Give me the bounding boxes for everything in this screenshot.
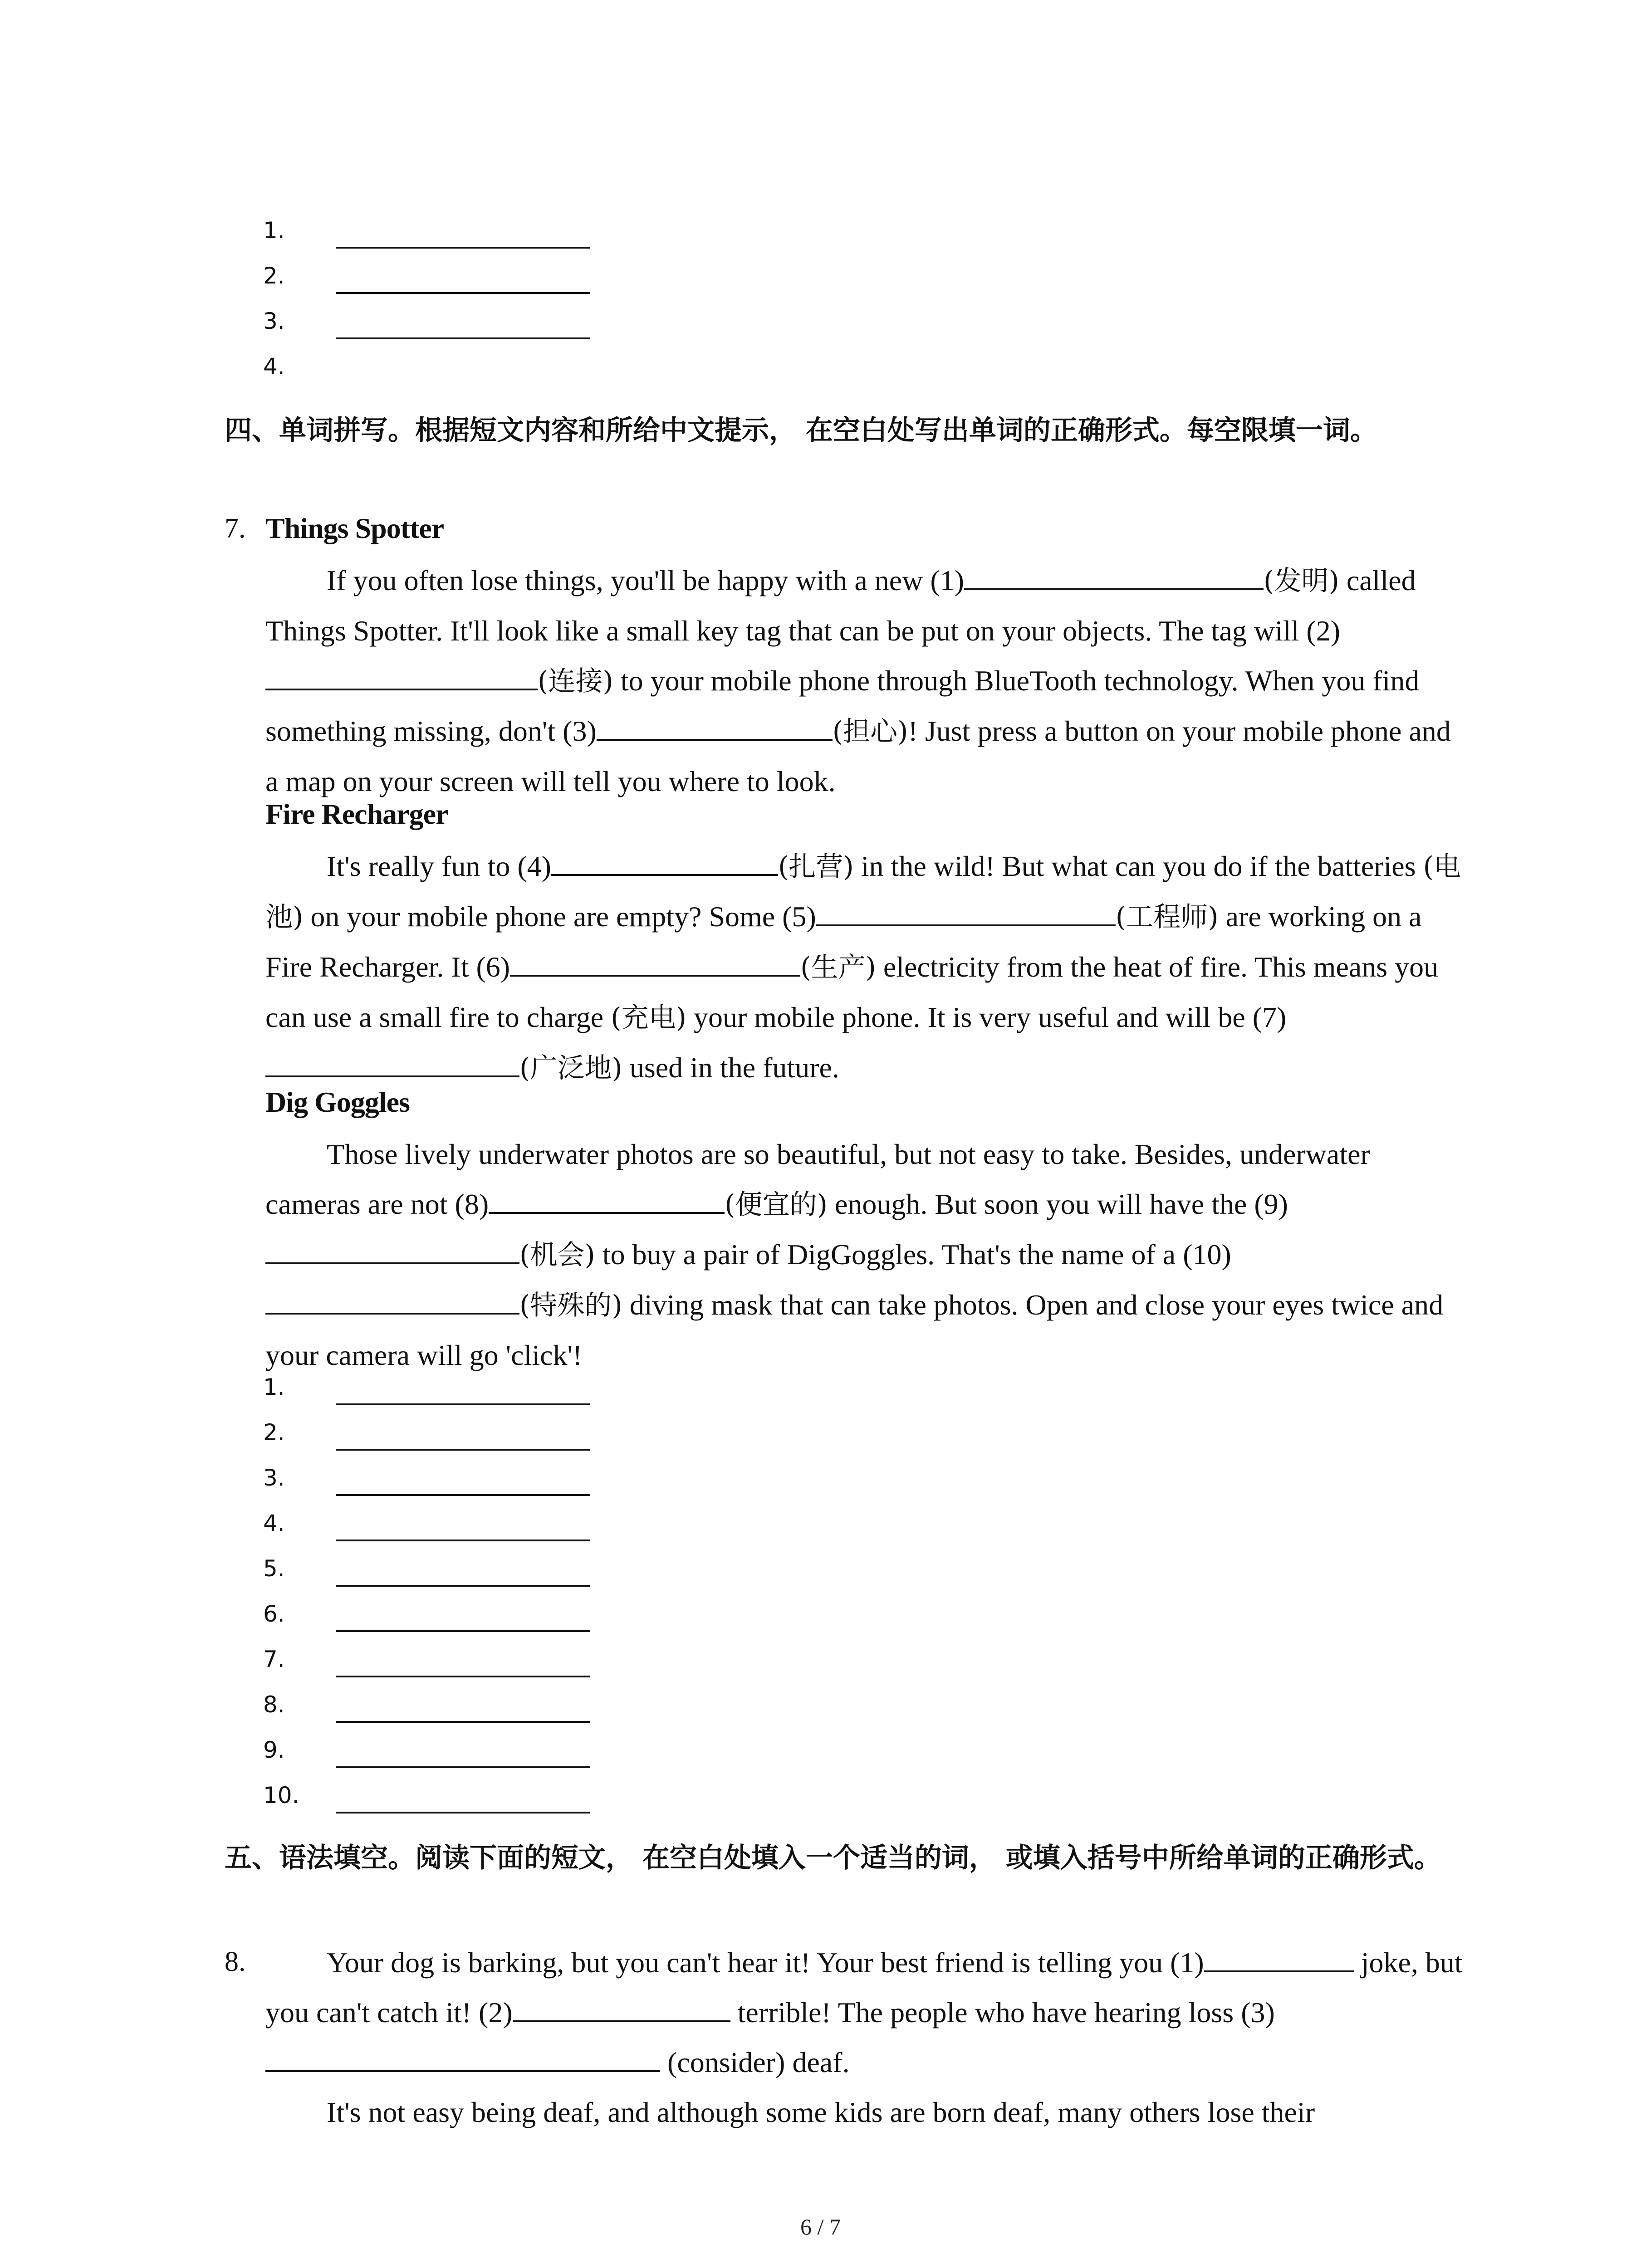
blank-3[interactable] [597,712,833,741]
blank-10[interactable] [265,1286,519,1315]
page-number: 6 / 7 [800,2214,841,2239]
answer-line[interactable] [263,1736,608,1782]
blank-g1[interactable] [1204,1943,1354,1972]
answer-blank[interactable] [336,1766,590,1768]
answer-blank[interactable] [336,292,590,294]
blank-6[interactable] [510,948,800,977]
answer-number: 10. [263,1782,299,1809]
answer-number: 8. [263,1691,285,1718]
blank-g3[interactable] [265,2043,660,2072]
answer-blank[interactable] [336,1403,590,1405]
blank-7[interactable] [265,1048,519,1077]
answer-line[interactable] [263,1691,608,1736]
answer-number: 9. [263,1737,285,1763]
answer-blank[interactable] [336,1812,590,1813]
question-number: 8. [225,1946,246,1977]
answer-line[interactable] [263,1600,608,1646]
blank-4[interactable] [551,847,778,876]
answer-line[interactable] [263,1782,608,1827]
answer-line[interactable] [263,262,608,308]
passage-fire-recharger [265,841,1463,1093]
paragraph: Your dog is barking, but you can't hear it! Your best friend is telling you (1) joke, but you can't catch it! (2) terrible! The people who have hearing loss (3) (consider) deaf. [265,1938,1463,2087]
answer-line[interactable] [263,1510,608,1555]
answer-blank[interactable] [336,247,590,249]
answer-line[interactable] [263,1419,608,1464]
section-heading: 四、单词拼写。根据短文内容和所给中文提示， 在空白处写出单词的正确形式。每空限填一词。 [225,415,1377,446]
answer-line[interactable] [263,1555,608,1600]
answer-blank[interactable] [336,337,590,339]
blank-8[interactable] [489,1185,725,1214]
answer-number: 2. [263,1419,285,1446]
answer-line [263,353,608,398]
answer-blank[interactable] [336,1721,590,1723]
passage-grammar [265,1938,1463,2137]
answer-number: 1. [263,217,285,244]
answer-line[interactable] [263,1646,608,1691]
blank-g2[interactable] [513,1993,730,2022]
blank-1[interactable] [964,561,1264,590]
blank-9[interactable] [265,1235,519,1264]
answer-blank[interactable] [336,1676,590,1677]
paragraph: It's really fun to (4) (扎营) in the wild! But what can you do if the batteries (电池) on your mobile phone are empty? Some (5) (工程师) are working on a Fire Recharger. It (6) (生产) electricity from the heat of fire. This means you can use a small fire to charge (充电) your mobile phone. It is very useful and will be (7)(广泛地) used in the future. [265,841,1463,1093]
passage-dig-goggles [265,1129,1463,1380]
paragraph: It's not easy being deaf, and although some kids are born deaf, many others lose their [327,2096,1315,2128]
answer-blank[interactable] [336,1449,590,1451]
answer-line[interactable] [263,1374,608,1419]
answer-line[interactable] [263,308,608,353]
passage-things-spotter [265,556,1463,807]
subtitle-things-spotter: Things Spotter [265,512,444,544]
answer-blank[interactable] [336,1585,590,1587]
answer-line[interactable] [263,217,608,262]
answer-number: 4. [263,353,285,380]
paragraph: Those lively underwater photos are so beautiful, but not easy to take. Besides, underwater cameras are not (8) (便宜的) enough. But soon you will have the (9)(机会) to buy a pair of DigGoggles. That's the name of a (10)(特殊的) diving mask that can take photos. Open and close your eyes twice and your camera will go 'click'! [265,1138,1444,1371]
answer-blank[interactable] [336,1494,590,1496]
question-number: 7. [225,513,246,544]
answer-blank[interactable] [336,1630,590,1632]
paragraph: If you often lose things, you'll be happy with a new (1) (发明) called Things Spotter. It'll look like a small key tag that can be put on your objects. The tag will (2)(连接) to your mobile phone through BlueTooth technology. When you find something missing, don't (3) (担心)! Just press a button on your mobile phone and a map on your screen will tell you where to look. [265,556,1463,807]
answer-number: 3. [263,1465,285,1491]
subtitle-dig-goggles: Dig Goggles [265,1086,410,1118]
answer-number: 1. [263,1374,285,1400]
answer-number: 2. [263,263,285,289]
blank-2[interactable] [265,661,538,690]
answer-line[interactable] [263,1464,608,1510]
answer-number: 6. [263,1601,285,1627]
subtitle-fire-recharger: Fire Recharger [265,798,448,830]
blank-5[interactable] [816,897,1116,926]
answer-number: 3. [263,308,285,334]
answer-number: 4. [263,1510,285,1536]
answer-number: 5. [263,1555,285,1582]
answer-number: 7. [263,1646,285,1672]
answer-blank[interactable] [336,1540,590,1541]
section-heading: 五、语法填空。阅读下面的短文， 在空白处填入一个适当的词， 或填入括号中所给单词的正确形式。 [225,1842,1441,1874]
